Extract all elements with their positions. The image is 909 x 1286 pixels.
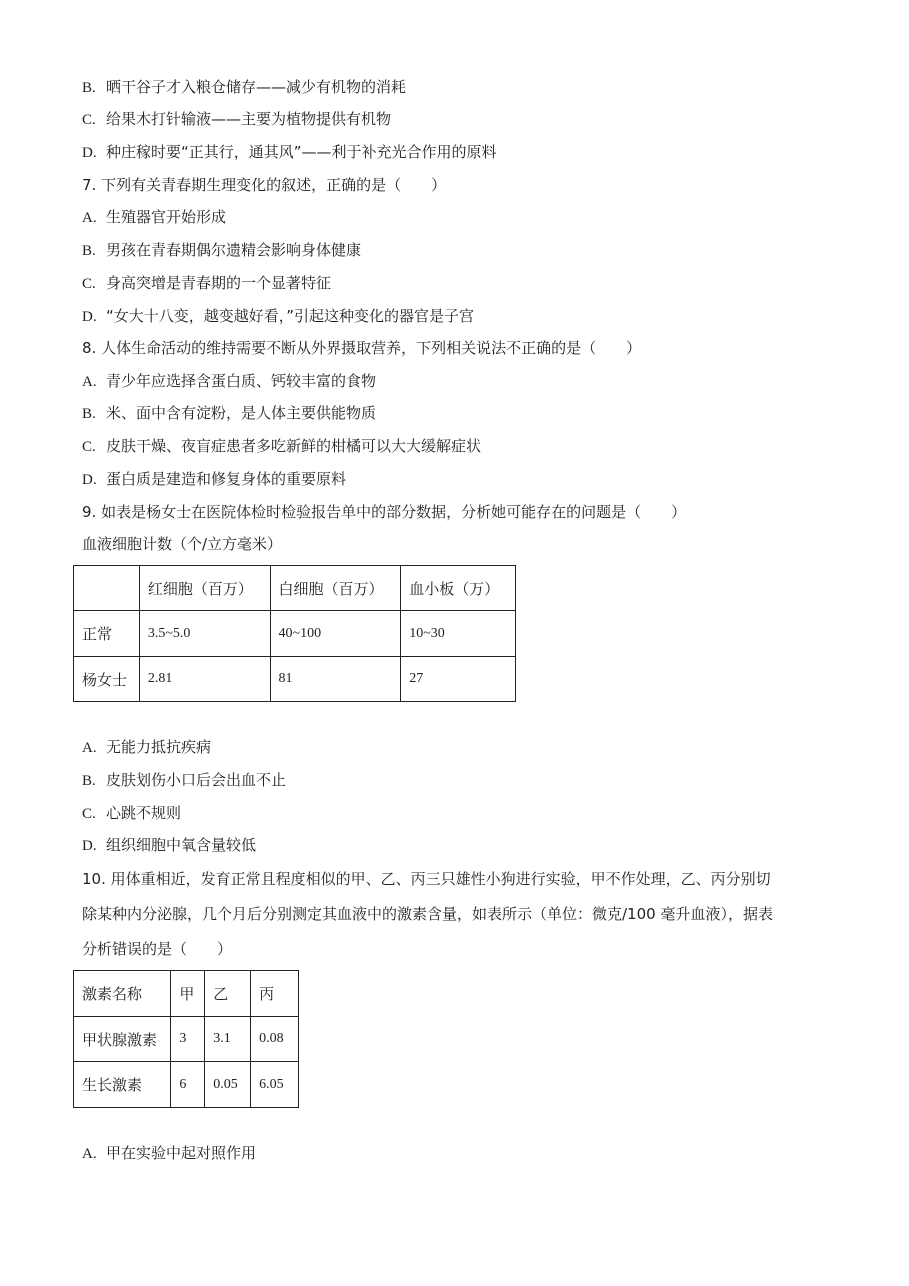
q9-option-c: C. 心跳不规则 bbox=[82, 804, 182, 822]
table-header-cell: 激素名称 bbox=[74, 971, 171, 1017]
table-row bbox=[74, 611, 516, 657]
q8-option-b: B. 米、面中含有淀粉，是人体主要供能物质 bbox=[82, 404, 377, 422]
q10-stem-line-2: 除某种内分泌腺，几个月后分别测定其血液中的激素含量，如表所示（单位：微克/100 毫升血液），据表 bbox=[82, 905, 773, 923]
table-header-cell: 甲 bbox=[171, 971, 205, 1017]
q8-stem: 8. 人体生命活动的维持需要不断从外界摄取营养，下列相关说法不正确的是（ ） bbox=[82, 339, 642, 357]
table-header-row bbox=[74, 566, 516, 611]
q7-option-b: B. 男孩在青春期偶尔遗精会影响身体健康 bbox=[82, 241, 362, 259]
q6-option-c: C. 给果木打针输液——主要为植物提供有机物 bbox=[82, 110, 392, 128]
q10-stem-line-3: 分析错误的是（ ） bbox=[82, 940, 233, 958]
table-header-cell: 红细胞（百万） bbox=[139, 566, 270, 611]
hormone-table bbox=[73, 970, 299, 1108]
table-header-cell: 血小板（万） bbox=[401, 566, 516, 611]
q7-option-d: D. “女大十八变，越变越好看，”引起这种变化的器官是子宫 bbox=[82, 307, 475, 325]
table-cell: 正常 bbox=[74, 611, 140, 657]
q10-stem-line-1: 10. 用体重相近，发育正常且程度相似的甲、乙、丙三只雄性小狗进行实验，甲不作处理，乙、丙分别切 bbox=[82, 870, 771, 888]
q9-option-d: D. 组织细胞中氧含量较低 bbox=[82, 836, 257, 854]
q7-option-c: C. 身高突增是青春期的一个显著特征 bbox=[82, 274, 332, 292]
q9-option-b: B. 皮肤划伤小口后会出血不止 bbox=[82, 771, 287, 789]
table-cell: 甲状腺激素 bbox=[74, 1017, 171, 1062]
q6-option-d: D. 种庄稼时要“正其行，通其风”——利于补充光合作用的原料 bbox=[82, 143, 497, 161]
table-cell: 40~100 bbox=[270, 611, 401, 657]
table-cell: 3 bbox=[171, 1017, 205, 1062]
blood-count-table bbox=[73, 565, 516, 702]
q8-option-c: C. 皮肤干燥、夜盲症患者多吃新鲜的柑橘可以大大缓解症状 bbox=[82, 437, 482, 455]
table-cell: 3.5~5.0 bbox=[139, 611, 270, 657]
q8-option-a: A. 青少年应选择含蛋白质、钙较丰富的食物 bbox=[82, 372, 377, 390]
q9-table-caption: 血液细胞计数（个/立方毫米） bbox=[82, 535, 283, 553]
q7-stem: 7. 下列有关青春期生理变化的叙述，正确的是（ ） bbox=[82, 176, 447, 194]
q9-option-a: A. 无能力抵抗疾病 bbox=[82, 738, 212, 756]
table-row bbox=[74, 1062, 299, 1108]
table-header-cell: 丙 bbox=[251, 971, 299, 1017]
q8-option-d: D. 蛋白质是建造和修复身体的重要原料 bbox=[82, 470, 347, 488]
q7-option-a: A. 生殖器官开始形成 bbox=[82, 208, 227, 226]
table-header-cell: 乙 bbox=[205, 971, 251, 1017]
table-cell: 10~30 bbox=[401, 611, 516, 657]
table-header-row bbox=[74, 971, 299, 1017]
table-cell: 0.05 bbox=[205, 1062, 251, 1108]
table-cell: 生长激素 bbox=[74, 1062, 171, 1108]
table-cell: 0.08 bbox=[251, 1017, 299, 1062]
table-cell: 3.1 bbox=[205, 1017, 251, 1062]
table-header-cell: 白细胞（百万） bbox=[270, 566, 401, 611]
table-cell: 27 bbox=[401, 657, 516, 702]
table-cell: 杨女士 bbox=[74, 657, 140, 702]
q6-option-b: B. 晒干谷子才入粮仓储存——减少有机物的消耗 bbox=[82, 78, 407, 96]
q10-option-a: A. 甲在实验中起对照作用 bbox=[82, 1144, 257, 1162]
table-cell: 81 bbox=[270, 657, 401, 702]
table-cell: 6.05 bbox=[251, 1062, 299, 1108]
table-row bbox=[74, 657, 516, 702]
table-row bbox=[74, 1017, 299, 1062]
table-cell: 2.81 bbox=[139, 657, 270, 702]
table-header-cell bbox=[74, 566, 140, 611]
q9-stem: 9. 如表是杨女士在医院体检时检验报告单中的部分数据，分析她可能存在的问题是（ ） bbox=[82, 503, 687, 521]
table-cell: 6 bbox=[171, 1062, 205, 1108]
